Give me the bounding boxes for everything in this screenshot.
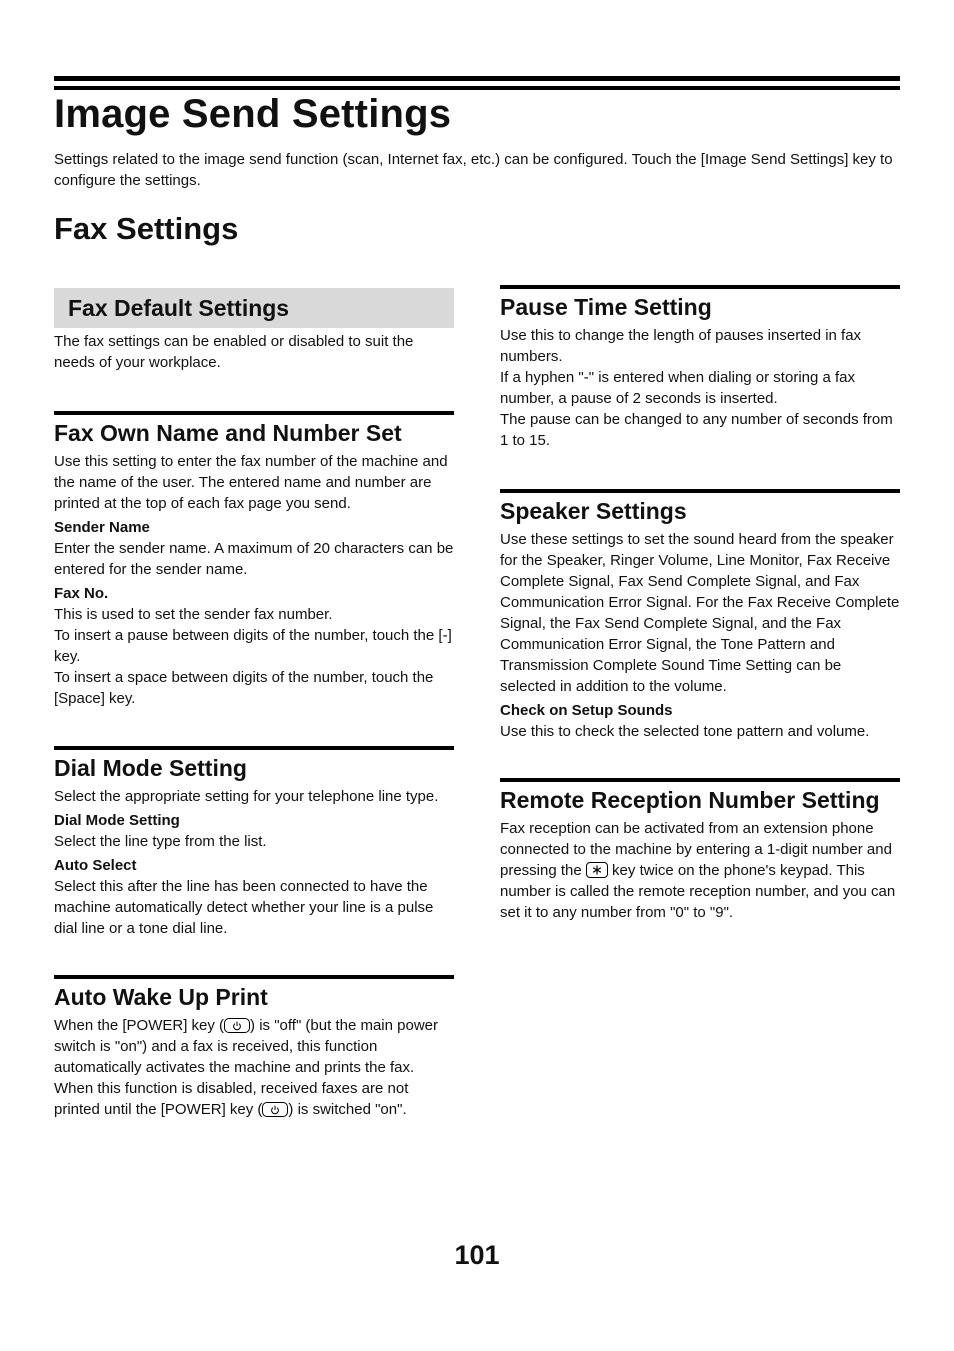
- auto-wake-text-1: When the [POWER] key (: [54, 1017, 225, 1034]
- check-sounds-body: Use this to check the selected tone pattern and volume.: [500, 723, 870, 740]
- auto-wake-text-2: ) is "off" (but the main power switch is "on") and a fax is received, this function automatically activates the machine and prints the fax. When this function is disabled, received faxes are not printed until the [POWER] key (: [54, 1017, 439, 1118]
- auto-select-label: Auto Select: [54, 857, 137, 874]
- dial-mode-section: [54, 746, 454, 939]
- fax-no-label: Fax No.: [54, 585, 109, 602]
- dial-mode-sub-body: Select the line type from the list.: [54, 833, 267, 850]
- auto-wake-heading: Auto Wake Up Print: [54, 984, 268, 1010]
- intro-text: Settings related to the image send function (scan, Internet fax, etc.) can be configured. Touch the [Image Send Settings] key to configure the settings.: [54, 151, 893, 189]
- page-title: Image Send Settings: [54, 92, 452, 136]
- asterisk-icon: [586, 862, 608, 878]
- remote-text-2: key twice on the phone's keypad. This number is called the remote reception number, and you can set it to any number from "0" to "9".: [500, 862, 896, 921]
- auto-wake-section: [54, 975, 454, 1120]
- power-icon: [262, 1102, 288, 1117]
- sender-name-body: Enter the sender name. A maximum of 20 characters can be entered for the sender name.: [54, 540, 454, 578]
- remote-section: [500, 778, 900, 923]
- speaker-section: [500, 489, 900, 742]
- pause-body-1: Use this to change the length of pauses inserted in fax numbers.: [500, 327, 862, 365]
- own-name-section: [54, 411, 454, 709]
- fax-default-body: The fax settings can be enabled or disabled to suit the needs of your workplace.: [54, 333, 414, 371]
- left-column: [54, 288, 454, 1120]
- dial-mode-body: Select the appropriate setting for your telephone line type.: [54, 788, 439, 805]
- dial-mode-sub-label: Dial Mode Setting: [54, 812, 180, 829]
- auto-select-body: Select this after the line has been connected to have the machine automatically detect whether your line is a pulse dial line or a tone dial line.: [54, 878, 434, 937]
- page-number: 101: [454, 1240, 500, 1270]
- check-sounds-label: Check on Setup Sounds: [500, 702, 673, 719]
- remote-body: [500, 818, 900, 923]
- remote-heading: Remote Reception Number Setting: [500, 787, 880, 813]
- own-name-heading: Fax Own Name and Number Set: [54, 420, 402, 446]
- pause-section: [500, 285, 900, 451]
- fax-settings-title: Fax Settings: [54, 211, 239, 246]
- pause-heading: Pause Time Setting: [500, 294, 712, 320]
- auto-wake-text-3: ) is switched "on".: [288, 1101, 407, 1118]
- fax-no-body-2: To insert a pause between digits of the number, touch the [-] key.: [54, 627, 452, 665]
- speaker-body: Use these settings to set the sound heard from the speaker for the Speaker, Ringer Volume, Line Monitor, Fax Receive Complete Signal, Fax Send Complete Signal, and Fax Communication Error Signal. For the Fax Receive Complete Signal, the Fax Send Complete Signal, and the Fax Communication Error Signal, the Tone Pattern and Transmission Complete Sound Time Setting can be selected in addition to the volume.: [500, 531, 900, 695]
- auto-wake-body: [54, 1015, 454, 1120]
- fax-default-heading-box: [54, 288, 454, 328]
- pause-body-3: The pause can be changed to any number of seconds from 1 to 15.: [500, 411, 893, 449]
- dial-mode-heading: Dial Mode Setting: [54, 755, 247, 781]
- own-name-body: Use this setting to enter the fax number of the machine and the name of the user. The entered name and number are printed at the top of each fax page you send.: [54, 453, 448, 512]
- right-column: [500, 285, 900, 923]
- speaker-heading: Speaker Settings: [500, 498, 687, 524]
- power-icon: [224, 1018, 250, 1033]
- header-rule-top: [54, 76, 900, 81]
- header-rule-bottom: [54, 86, 900, 90]
- fax-no-body-1: This is used to set the sender fax number.: [54, 606, 333, 623]
- remote-text-1: Fax reception can be activated from an extension phone connected to the machine by entering a 1-digit number and pressing the: [500, 820, 892, 879]
- sender-name-label: Sender Name: [54, 519, 150, 536]
- fax-default-heading: Fax Default Settings: [68, 295, 290, 321]
- pause-body-2: If a hyphen "-" is entered when dialing or storing a fax number, a pause of 2 seconds is inserted.: [500, 369, 856, 407]
- fax-no-body-3: To insert a space between digits of the number, touch the [Space] key.: [54, 669, 434, 707]
